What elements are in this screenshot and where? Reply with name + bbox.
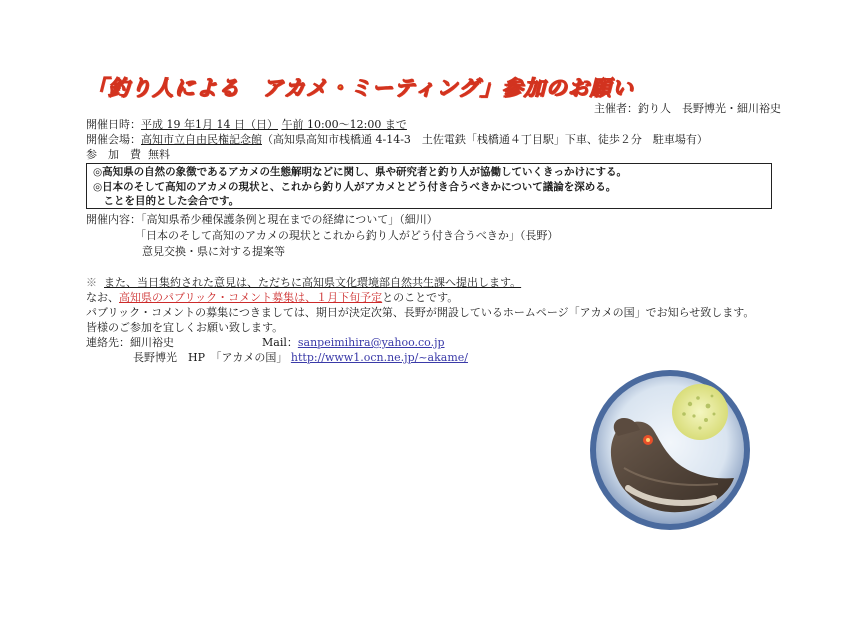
- note-2-suffix: とのことです。: [382, 291, 459, 304]
- note-4: 皆様のご参加を宜しくお願い致します。: [86, 321, 284, 334]
- contact-person-2: 長野博光 HP 「アカメの国」: [133, 351, 288, 364]
- content-item-1: 「高知県希少種保護条例と現在までの経緯について」（細川）: [141, 213, 438, 226]
- contact-label: 連絡先：細川裕史: [86, 336, 174, 349]
- mail-link[interactable]: sanpeimihira@yahoo.co.jp: [297, 336, 445, 349]
- page-title: 「釣り人による アカメ・ミーティング」参加のお願い: [86, 76, 634, 100]
- purpose-line-3: ことを目的とした会合です。: [93, 195, 240, 207]
- content-label: 開催内容：: [86, 213, 141, 226]
- event-date: [86, 117, 407, 132]
- date-label: 開催日時：: [86, 118, 141, 131]
- note-1: [86, 275, 521, 290]
- fee-label: 参 加 費: [86, 148, 141, 161]
- purpose-box: [86, 163, 772, 209]
- akame-moon-illustration: [588, 368, 752, 532]
- content-item-3: 意見交換・県に対する提案等: [142, 245, 285, 258]
- mail-label: Mail：: [262, 336, 298, 349]
- note-2-prefix: なお、: [86, 291, 119, 304]
- fee-value: 無料: [148, 148, 170, 161]
- venue-name: 高知市立自由民権記念館: [141, 133, 262, 146]
- contact-row-2: [133, 350, 468, 365]
- note-2: [86, 290, 458, 305]
- contact-mail-row: [262, 335, 445, 350]
- content-item-2: 「日本のそして高知のアカメの現状とこれから釣り人がどう付き合うべきか」（長野）: [135, 229, 559, 242]
- note-3: パブリック・コメントの募集につきましては、期日が決定次第、長野が開設しているホームページ「アカメの国」でお知らせ致します。: [86, 306, 755, 319]
- venue-detail: （高知県高知市桟橋通 4-14-3 土佐電鉄「桟橋通４丁目駅」下車、徒歩２分 駐車場有）: [262, 133, 708, 146]
- contact-row-1: [86, 335, 174, 350]
- homepage-link[interactable]: http://www1.ocn.ne.jp/~akame/: [290, 351, 468, 364]
- content-row-1: [86, 212, 438, 227]
- purpose-line-1: ◎高知県の自然の象徴であるアカメの生態解明などに関し、県や研究者と釣り人が協働していくきっかけにする。: [93, 166, 628, 178]
- organizer: 主催者：釣り人 長野博光・細川裕史: [594, 102, 781, 115]
- date-time: 午前 10:00～12:00 まで: [281, 118, 407, 131]
- event-fee: [86, 147, 170, 162]
- purpose-line-2: ◎日本のそして高知のアカメの現状と、これから釣り人がアカメとどう付き合うべきかについて議論を深める。: [93, 180, 617, 193]
- note-1-text: また、当日集約された意見は、ただちに高知県文化環境部自然共生課へ提出します。: [104, 276, 522, 289]
- venue-label: 開催会場：: [86, 133, 141, 146]
- event-venue: [86, 132, 708, 147]
- date-value: 平成 19 年1月 14 日（日）: [141, 118, 278, 131]
- note-2-highlight: 高知県のパブリック・コメント募集は、１月下旬予定: [119, 291, 383, 304]
- note-mark: ※: [86, 276, 97, 289]
